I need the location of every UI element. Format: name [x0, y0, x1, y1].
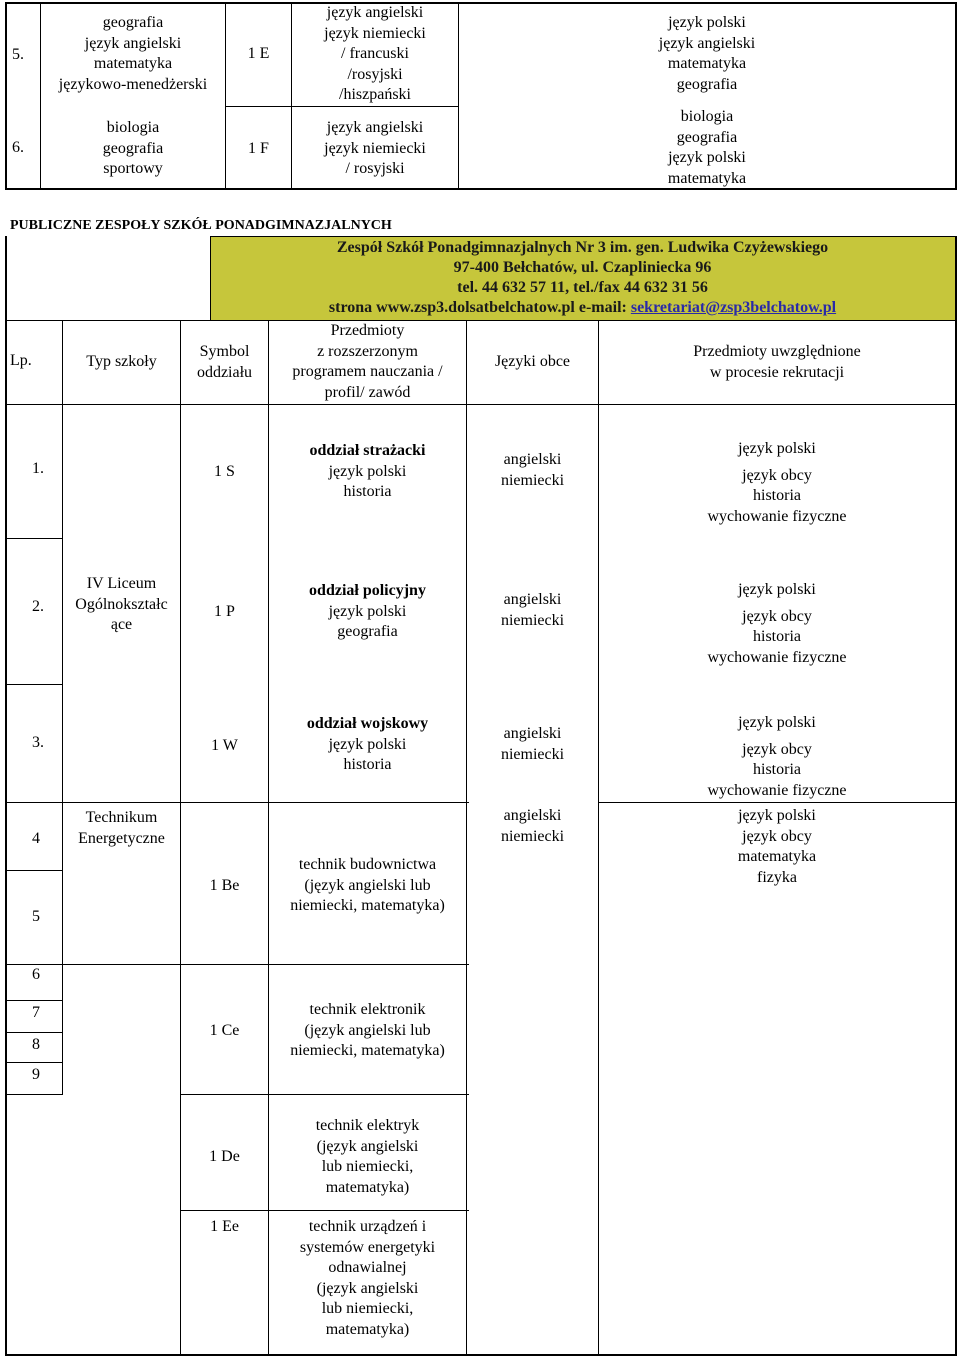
- divider: [5, 404, 957, 405]
- lp-cell: 7: [32, 1004, 40, 1021]
- symbol-cell: 1 Ce: [209, 1022, 240, 1039]
- section-title: PUBLICZNE ZESPOŁY SZKÓŁ PONADGIMNAZJALNYCH: [10, 218, 392, 233]
- subjects-cell: język polski język angielski matematyka geografia: [658, 14, 756, 93]
- symbol-cell: 1 Ee: [210, 1218, 239, 1235]
- languages-cell: angielski niemiecki: [500, 591, 565, 629]
- symbol-cell: 1 Be: [209, 877, 240, 894]
- languages-cell: angielski niemiecki: [500, 807, 565, 845]
- symbol-cell: 1 W: [211, 737, 238, 754]
- symbol-cell: 1 S: [214, 463, 235, 480]
- lp-cell: 9: [32, 1066, 40, 1083]
- symbol-cell: 1 F: [248, 140, 269, 157]
- lp-cell: 4: [32, 830, 40, 847]
- divider: [5, 870, 63, 871]
- lp-cell: 6: [32, 966, 40, 983]
- divider: [225, 106, 459, 107]
- program-cell: technik elektryk (język angielski lub niemiecki, matematyka): [315, 1117, 420, 1196]
- school-web: strona www.zsp3.dolsatbelchatow.pl e-mail:: [328, 299, 631, 316]
- header-recruitment: Przedmioty uwzględnione w procesie rekrutacji: [693, 343, 861, 381]
- lp-cell: 6.: [12, 139, 24, 156]
- divider: [62, 964, 63, 1094]
- subjects-cell: biologia geografia język polski matematyka: [667, 108, 747, 187]
- divider: [180, 1094, 469, 1095]
- border: [5, 1354, 957, 1356]
- school-type-liceum: IV Liceum Ogólnokształc ące: [75, 575, 168, 633]
- header-lp: Lp.: [10, 352, 32, 369]
- recruitment-cell: język polski język obcy historia wychowanie fizyczne: [707, 440, 847, 525]
- border: [5, 2, 7, 190]
- program-cell: technik budownictwa (język angielski lub niemiecki, matematyka): [290, 856, 445, 914]
- divider: [180, 964, 469, 965]
- school-type-technikum: Technikum Energetyczne: [78, 809, 165, 847]
- program-cell: oddział strażacki język polski historia: [309, 442, 426, 500]
- divider: [5, 684, 63, 685]
- divider: [5, 1032, 63, 1033]
- school-type-cell: biologia geografia sportowy: [102, 119, 164, 177]
- divider: [62, 320, 63, 964]
- school-name: Zespół Szkół Ponadgimnazjalnych Nr 3 im. gen. Ludwika Czyżewskiego: [336, 239, 829, 256]
- recruitment-cell: język polski język obcy historia wychowanie fizyczne: [707, 581, 847, 666]
- header-type: Typ szkoły: [86, 353, 157, 370]
- header-symbol: Symbol oddziału: [196, 343, 253, 381]
- recruitment-cell: język polski język obcy matematyka fizyka: [737, 807, 817, 886]
- symbol-cell: 1 E: [247, 45, 270, 62]
- program-cell: oddział wojskowy język polski historia: [306, 715, 429, 773]
- languages-cell: angielski niemiecki: [500, 451, 565, 489]
- lp-cell: 3.: [32, 734, 44, 751]
- divider: [5, 964, 181, 965]
- lp-cell: 2.: [32, 598, 44, 615]
- languages-cell: angielski niemiecki: [500, 725, 565, 763]
- divider: [180, 1210, 469, 1211]
- school-phone: tel. 44 632 57 11, tel./fax 44 632 31 56: [457, 279, 708, 296]
- border: [5, 320, 957, 321]
- symbol-cell: 1 De: [209, 1148, 240, 1165]
- recruitment-cell: język polski język obcy historia wychowanie fizyczne: [707, 714, 847, 799]
- border: [955, 2, 957, 190]
- school-type-cell: geografia język angielski matematyka językowo-menedżerski: [58, 14, 208, 93]
- program-cell: technik elektronik (język angielski lub niemiecki, matematyka): [290, 1001, 445, 1059]
- border: [5, 2, 957, 4]
- header-languages: Języki obce: [494, 353, 571, 370]
- divider: [210, 236, 211, 320]
- email-link[interactable]: sekretariat@zsp3belchatow.pl: [630, 299, 837, 316]
- languages-cell: język angielski język niemiecki / francuski /rosyjski /hiszpański: [324, 4, 426, 103]
- school-address: 97-400 Bełchatów, ul. Czapliniecka 96: [453, 259, 712, 276]
- symbol-cell: 1 P: [214, 603, 235, 620]
- header-program: Przedmioty z rozszerzonym programem nauczania / profil/ zawód: [292, 322, 443, 401]
- program-cell: oddział policyjny język polski geografia: [309, 582, 426, 640]
- lp-cell: 8: [32, 1036, 40, 1053]
- lp-cell: 1.: [32, 460, 44, 477]
- lp-cell: 5.: [12, 46, 24, 63]
- school-contact: [210, 298, 955, 318]
- program-cell: technik urządzeń i systemów energetyki odnawialnej (język angielski lub niemiecki, matematyka): [299, 1218, 436, 1338]
- divider: [5, 538, 63, 539]
- divider: [5, 1062, 63, 1063]
- divider: [5, 1000, 63, 1001]
- lp-cell: 5: [32, 908, 40, 925]
- divider: [5, 1094, 63, 1095]
- divider: [598, 802, 957, 803]
- divider: [180, 802, 469, 803]
- languages-cell: język angielski język niemiecki / rosyjski: [324, 119, 426, 177]
- border: [210, 236, 957, 237]
- divider: [5, 802, 181, 803]
- divider: [225, 2, 226, 190]
